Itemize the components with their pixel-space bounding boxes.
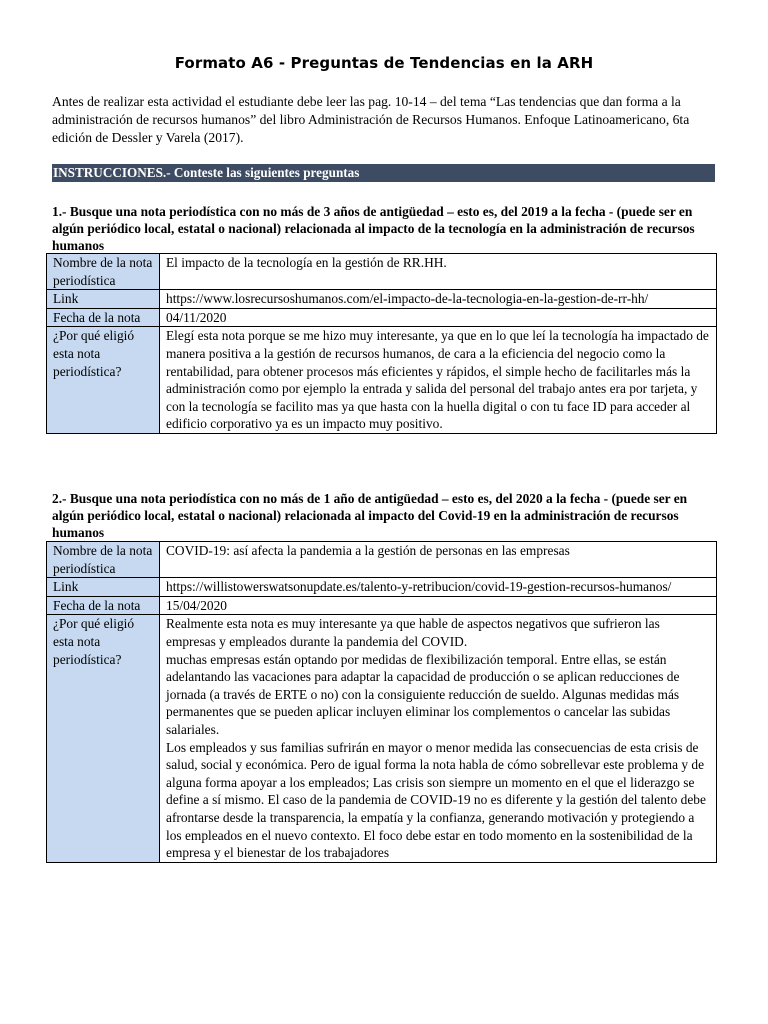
row-label: Fecha de la nota	[47, 596, 160, 615]
question-2-table	[46, 541, 717, 863]
table-row	[47, 254, 717, 290]
table-row	[47, 578, 717, 597]
row-label: Link	[47, 290, 160, 309]
paragraph: Realmente esta nota es muy interesante ya que hable de aspectos negativos que sufrieron las empresas y empleados durante la pandemia del COVID.	[166, 616, 660, 649]
document-title: Formato A6 - Preguntas de Tendencias en la ARH	[174, 54, 594, 72]
row-label: Fecha de la nota	[47, 308, 160, 327]
question-1: 1.- Busque una nota periodística con no más de 3 años de antigüedad – esto es, del 2019 a la fecha - (puede ser en algún periódico local, estatal o nacional) relacionada al impacto de la tecnología en la administración de recursos humanos	[52, 204, 695, 253]
paragraph: Los empleados y sus familias sufrirán en mayor o menor medida las consecuencias de esta crisis de salud, social y económica. Pero de igual forma la nota habla de cómo sobrellevar este problema y de alguna forma apoyar a los empleados; Las crisis son siempre un momento en el que el liderazgo se define a sí mismo. El caso de la pandemia de COVID-19 no es diferente y la gestión del talento debe afrontarse desde la transparencia, la empatía y la confianza, generando motivación y protegiendo a los empleados en el nuevo contexto. El foco debe estar en todo momento en la sostenibilidad de la empresa y el bienestar de los trabajadores	[166, 739, 706, 861]
paragraph: muchas empresas están optando por medidas de flexibilización temporal. Entre ellas, se están adelantando las vacaciones para adaptar la capacidad de producción o se aplican reducciones de jornada (a través de ERTE o no) con la consiguiente reducción de sueldo. Algunas medidas más permanentes que se pueden aplicar incluyen eliminar los complementos o cancelar las subidas salariales.	[166, 651, 680, 737]
question-1-table	[46, 253, 717, 434]
table-row	[47, 596, 717, 615]
row-value: COVID-19: así afecta la pandemia a la gestión de personas en las empresas	[160, 542, 717, 578]
row-value	[160, 615, 717, 862]
row-label: Nombre de la nota periodística	[47, 254, 160, 290]
table-row	[47, 290, 717, 309]
row-value: Elegí esta nota porque se me hizo muy interesante, ya que en lo que leí la tecnología ha impactado de manera positiva a la gestión de recursos humanos, de cara a la eficiencia del negocio como la rentabilidad, para obtener procesos más eficientes y rápidos, el simple hecho de facilitarles más la administración como por ejemplo la entrada y salida del personal del trabajo antes era por tarjeta, y con la tecnología se facilito mas ya que hasta con la huella digital o con tu face ID para acceder al edificio corporativo ya es un impacto muy positivo.	[160, 327, 717, 434]
row-value: 04/11/2020	[160, 308, 717, 327]
row-label: ¿Por qué eligió esta nota periodística?	[47, 327, 160, 434]
row-label: Nombre de la nota periodística	[47, 542, 160, 578]
table-row	[47, 327, 717, 434]
row-label: Link	[47, 578, 160, 597]
intro-paragraph: Antes de realizar esta actividad el estudiante debe leer las pag. 10-14 – del tema “Las tendencias que dan forma a la administración de recursos humanos” del libro Administración de Recursos Humanos. Enfoque Latinoamericano, 6ta edición de Dessler y Varela (2017).	[52, 94, 690, 145]
table-row	[47, 308, 717, 327]
row-value: 15/04/2020	[160, 596, 717, 615]
table-row	[47, 615, 717, 862]
row-value: El impacto de la tecnología en la gestión de RR.HH.	[160, 254, 717, 290]
link-value[interactable]: https://www.losrecursoshumanos.com/el-impacto-de-la-tecnologia-en-la-gestion-de-rr-hh/	[160, 290, 717, 309]
instructions-banner: INSTRUCCIONES.- Conteste las siguientes preguntas	[52, 164, 715, 182]
link-value[interactable]: https://willistowerswatsonupdate.es/talento-y-retribucion/covid-19-gestion-recursos-humanos/	[160, 578, 717, 597]
row-label: ¿Por qué eligió esta nota periodística?	[47, 615, 160, 862]
question-2: 2.- Busque una nota periodística con no más de 1 año de antigüedad – esto es, del 2020 a la fecha - (puede ser en algún periódico local, estatal o nacional) relacionada al impacto del Covid-19 en la administración de recursos humanos	[52, 491, 688, 540]
table-row	[47, 542, 717, 578]
